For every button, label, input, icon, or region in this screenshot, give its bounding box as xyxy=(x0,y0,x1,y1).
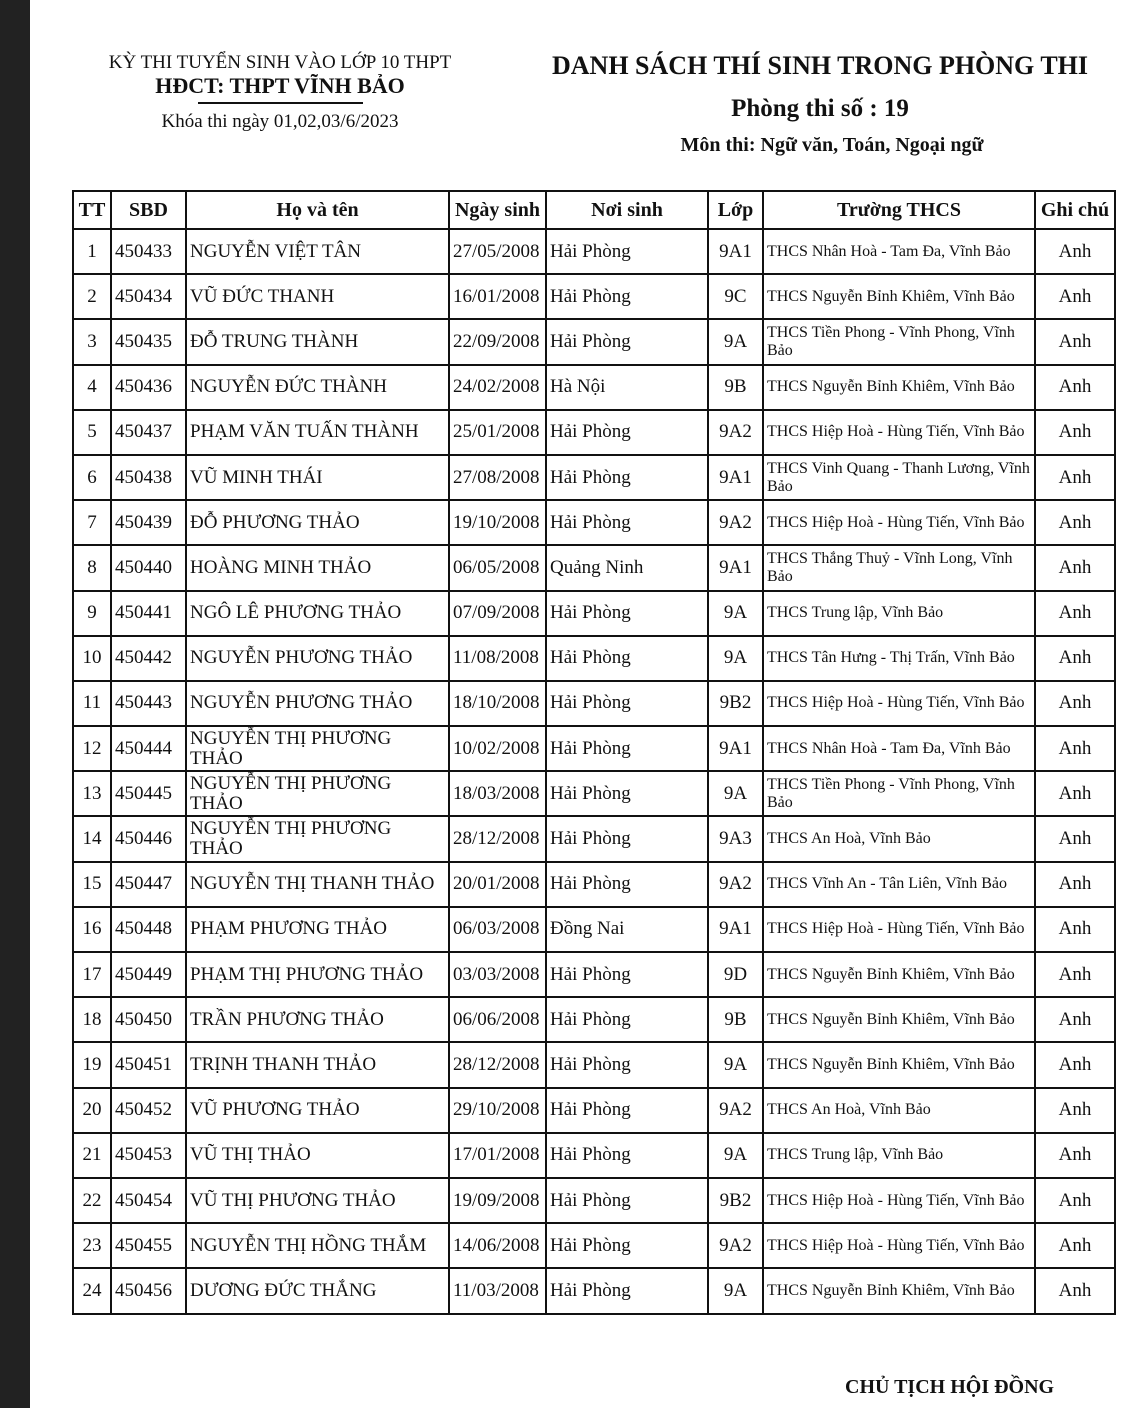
cell-class: 9A xyxy=(708,319,763,364)
cell-name: NGUYỄN THỊ THANH THẢO xyxy=(186,862,449,907)
cell-tt: 11 xyxy=(73,681,111,726)
cell-tt: 22 xyxy=(73,1178,111,1223)
cell-dob: 11/08/2008 xyxy=(449,636,546,681)
cell-sbd: 450449 xyxy=(111,952,186,997)
cell-tt: 15 xyxy=(73,862,111,907)
cell-sbd: 450446 xyxy=(111,816,186,861)
cell-dob: 27/08/2008 xyxy=(449,455,546,500)
cell-birthplace: Hải Phòng xyxy=(546,274,708,319)
cell-school: THCS An Hoà, Vĩnh Bảo xyxy=(763,816,1035,861)
cell-tt: 2 xyxy=(73,274,111,319)
cell-note: Anh xyxy=(1035,410,1115,455)
cell-birthplace: Hải Phòng xyxy=(546,681,708,726)
cell-birthplace: Hải Phòng xyxy=(546,1268,708,1313)
cell-note: Anh xyxy=(1035,455,1115,500)
cell-name: NGÔ LÊ PHƯƠNG THẢO xyxy=(186,591,449,636)
cell-sbd: 450454 xyxy=(111,1178,186,1223)
cell-dob: 20/01/2008 xyxy=(449,862,546,907)
cell-school: THCS Thắng Thuỷ - Vĩnh Long, Vĩnh Bảo xyxy=(763,545,1035,590)
cell-note: Anh xyxy=(1035,907,1115,952)
cell-school: THCS Vinh Quang - Thanh Lương, Vĩnh Bảo xyxy=(763,455,1035,500)
cell-class: 9A1 xyxy=(708,907,763,952)
cell-birthplace: Hải Phòng xyxy=(546,410,708,455)
cell-note: Anh xyxy=(1035,862,1115,907)
cell-school: THCS Nguyễn Bỉnh Khiêm, Vĩnh Bảo xyxy=(763,1042,1035,1087)
cell-class: 9A2 xyxy=(708,1223,763,1268)
cell-note: Anh xyxy=(1035,229,1115,274)
table-row xyxy=(73,365,1115,410)
table-body xyxy=(73,229,1115,1314)
table-row xyxy=(73,455,1115,500)
exam-dates: Khóa thi ngày 01,02,03/6/2023 xyxy=(161,111,399,132)
cell-name: VŨ THỊ PHƯƠNG THẢO xyxy=(186,1178,449,1223)
candidate-table xyxy=(72,190,1116,1315)
cell-note: Anh xyxy=(1035,365,1115,410)
cell-school: THCS Nguyễn Bỉnh Khiêm, Vĩnh Bảo xyxy=(763,1268,1035,1313)
cell-tt: 20 xyxy=(73,1088,111,1133)
exam-subjects: Môn thi: Ngữ văn, Toán, Ngoại ngữ xyxy=(680,134,984,156)
cell-class: 9A2 xyxy=(708,1088,763,1133)
header-underline xyxy=(198,102,363,104)
cell-class: 9B2 xyxy=(708,1178,763,1223)
cell-note: Anh xyxy=(1035,319,1115,364)
cell-note: Anh xyxy=(1035,636,1115,681)
cell-birthplace: Hải Phòng xyxy=(546,229,708,274)
cell-note: Anh xyxy=(1035,816,1115,861)
cell-school: THCS Nguyễn Bỉnh Khiêm, Vĩnh Bảo xyxy=(763,952,1035,997)
cell-class: 9B xyxy=(708,997,763,1042)
cell-tt: 4 xyxy=(73,365,111,410)
cell-dob: 10/02/2008 xyxy=(449,726,546,771)
cell-dob: 27/05/2008 xyxy=(449,229,546,274)
cell-birthplace: Hải Phòng xyxy=(546,726,708,771)
cell-class: 9B2 xyxy=(708,681,763,726)
cell-school: THCS Nhân Hoà - Tam Đa, Vĩnh Bảo xyxy=(763,229,1035,274)
cell-birthplace: Hải Phòng xyxy=(546,1088,708,1133)
cell-class: 9A2 xyxy=(708,410,763,455)
table-row xyxy=(73,319,1115,364)
cell-school: THCS Nguyễn Bỉnh Khiêm, Vĩnh Bảo xyxy=(763,997,1035,1042)
cell-school: THCS Trung lập, Vĩnh Bảo xyxy=(763,1133,1035,1178)
cell-school: THCS Hiệp Hoà - Hùng Tiến, Vĩnh Bảo xyxy=(763,681,1035,726)
cell-sbd: 450442 xyxy=(111,636,186,681)
cell-birthplace: Đồng Nai xyxy=(546,907,708,952)
cell-tt: 23 xyxy=(73,1223,111,1268)
cell-sbd: 450455 xyxy=(111,1223,186,1268)
cell-tt: 18 xyxy=(73,997,111,1042)
cell-birthplace: Hải Phòng xyxy=(546,816,708,861)
cell-school: THCS An Hoà, Vĩnh Bảo xyxy=(763,1088,1035,1133)
cell-dob: 11/03/2008 xyxy=(449,1268,546,1313)
table-row xyxy=(73,545,1115,590)
cell-class: 9A1 xyxy=(708,455,763,500)
cell-class: 9A xyxy=(708,591,763,636)
cell-dob: 03/03/2008 xyxy=(449,952,546,997)
cell-school: THCS Trung lập, Vĩnh Bảo xyxy=(763,591,1035,636)
table-row xyxy=(73,862,1115,907)
table-header-row xyxy=(73,191,1115,229)
cell-note: Anh xyxy=(1035,1268,1115,1313)
cell-tt: 21 xyxy=(73,1133,111,1178)
cell-class: 9A xyxy=(708,771,763,816)
cell-dob: 16/01/2008 xyxy=(449,274,546,319)
signature-title: CHỦ TỊCH HỘI ĐỒNG xyxy=(845,1376,1055,1398)
cell-name: TRẦN PHƯƠNG THẢO xyxy=(186,997,449,1042)
cell-name: NGUYỄN PHƯƠNG THẢO xyxy=(186,681,449,726)
cell-name: NGUYỄN PHƯƠNG THẢO xyxy=(186,636,449,681)
cell-birthplace: Hải Phòng xyxy=(546,1133,708,1178)
cell-tt: 5 xyxy=(73,410,111,455)
cell-birthplace: Quảng Ninh xyxy=(546,545,708,590)
cell-tt: 9 xyxy=(73,591,111,636)
cell-name: PHẠM PHƯƠNG THẢO xyxy=(186,907,449,952)
cell-tt: 16 xyxy=(73,907,111,952)
header-right xyxy=(520,50,1120,158)
cell-dob: 06/03/2008 xyxy=(449,907,546,952)
document-title: DANH SÁCH THÍ SINH TRONG PHÒNG THI xyxy=(552,51,1088,80)
cell-name: VŨ PHƯƠNG THẢO xyxy=(186,1088,449,1133)
table-row xyxy=(73,1178,1115,1223)
cell-class: 9A1 xyxy=(708,545,763,590)
cell-note: Anh xyxy=(1035,1088,1115,1133)
col-header-name: Họ và tên xyxy=(186,191,449,229)
table-row xyxy=(73,907,1115,952)
cell-note: Anh xyxy=(1035,726,1115,771)
cell-dob: 14/06/2008 xyxy=(449,1223,546,1268)
cell-school: THCS Nguyễn Bỉnh Khiêm, Vĩnh Bảo xyxy=(763,365,1035,410)
cell-dob: 06/05/2008 xyxy=(449,545,546,590)
cell-tt: 24 xyxy=(73,1268,111,1313)
table-row xyxy=(73,816,1115,861)
col-header-class: Lớp xyxy=(708,191,763,229)
cell-birthplace: Hải Phòng xyxy=(546,455,708,500)
cell-note: Anh xyxy=(1035,274,1115,319)
cell-birthplace: Hải Phòng xyxy=(546,1223,708,1268)
cell-dob: 28/12/2008 xyxy=(449,1042,546,1087)
cell-dob: 25/01/2008 xyxy=(449,410,546,455)
cell-dob: 19/09/2008 xyxy=(449,1178,546,1223)
cell-sbd: 450444 xyxy=(111,726,186,771)
table-row xyxy=(73,1133,1115,1178)
table-row xyxy=(73,771,1115,816)
table-row xyxy=(73,410,1115,455)
cell-school: THCS Hiệp Hoà - Hùng Tiến, Vĩnh Bảo xyxy=(763,1223,1035,1268)
col-header-birthplace: Nơi sinh xyxy=(546,191,708,229)
col-header-school: Trường THCS xyxy=(763,191,1035,229)
table-row xyxy=(73,726,1115,771)
cell-dob: 29/10/2008 xyxy=(449,1088,546,1133)
col-header-tt: TT xyxy=(73,191,111,229)
cell-class: 9C xyxy=(708,274,763,319)
table-row xyxy=(73,997,1115,1042)
table-row xyxy=(73,1042,1115,1087)
cell-class: 9A xyxy=(708,1268,763,1313)
cell-dob: 24/02/2008 xyxy=(449,365,546,410)
cell-name: NGUYỄN THỊ PHƯƠNG THẢO xyxy=(186,771,449,816)
cell-class: 9B xyxy=(708,365,763,410)
cell-sbd: 450448 xyxy=(111,907,186,952)
cell-name: VŨ ĐỨC THANH xyxy=(186,274,449,319)
cell-sbd: 450437 xyxy=(111,410,186,455)
cell-note: Anh xyxy=(1035,997,1115,1042)
table-row xyxy=(73,1223,1115,1268)
cell-dob: 07/09/2008 xyxy=(449,591,546,636)
cell-birthplace: Hải Phòng xyxy=(546,636,708,681)
cell-tt: 8 xyxy=(73,545,111,590)
cell-birthplace: Hà Nội xyxy=(546,365,708,410)
cell-sbd: 450452 xyxy=(111,1088,186,1133)
cell-class: 9A1 xyxy=(708,229,763,274)
cell-birthplace: Hải Phòng xyxy=(546,500,708,545)
cell-name: NGUYỄN THỊ HỒNG THẮM xyxy=(186,1223,449,1268)
cell-tt: 6 xyxy=(73,455,111,500)
cell-tt: 1 xyxy=(73,229,111,274)
cell-name: NGUYỄN THỊ PHƯƠNG THẢO xyxy=(186,816,449,861)
cell-name: VŨ THỊ THẢO xyxy=(186,1133,449,1178)
table-row xyxy=(73,591,1115,636)
cell-name: VŨ MINH THÁI xyxy=(186,455,449,500)
table-row xyxy=(73,1268,1115,1313)
table-row xyxy=(73,229,1115,274)
cell-name: NGUYỄN THỊ PHƯƠNG THẢO xyxy=(186,726,449,771)
cell-name: ĐỖ TRUNG THÀNH xyxy=(186,319,449,364)
cell-dob: 17/01/2008 xyxy=(449,1133,546,1178)
cell-school: THCS Tân Hưng - Thị Trấn, Vĩnh Bảo xyxy=(763,636,1035,681)
col-header-note: Ghi chú xyxy=(1035,191,1115,229)
cell-name: ĐỖ PHƯƠNG THẢO xyxy=(186,500,449,545)
cell-sbd: 450438 xyxy=(111,455,186,500)
cell-dob: 28/12/2008 xyxy=(449,816,546,861)
cell-sbd: 450441 xyxy=(111,591,186,636)
cell-class: 9A xyxy=(708,636,763,681)
cell-sbd: 450439 xyxy=(111,500,186,545)
cell-birthplace: Hải Phòng xyxy=(546,952,708,997)
council-name: HĐCT: THPT VĨNH BẢO xyxy=(155,73,405,98)
cell-name: DƯƠNG ĐỨC THẮNG xyxy=(186,1268,449,1313)
cell-birthplace: Hải Phòng xyxy=(546,591,708,636)
cell-class: 9A xyxy=(708,1133,763,1178)
cell-school: THCS Nguyễn Bỉnh Khiêm, Vĩnh Bảo xyxy=(763,274,1035,319)
cell-tt: 19 xyxy=(73,1042,111,1087)
cell-sbd: 450434 xyxy=(111,274,186,319)
cell-class: 9A2 xyxy=(708,500,763,545)
cell-note: Anh xyxy=(1035,1133,1115,1178)
cell-name: TRỊNH THANH THẢO xyxy=(186,1042,449,1087)
cell-sbd: 450435 xyxy=(111,319,186,364)
cell-note: Anh xyxy=(1035,1042,1115,1087)
cell-school: THCS Tiền Phong - Vĩnh Phong, Vĩnh Bảo xyxy=(763,319,1035,364)
cell-sbd: 450456 xyxy=(111,1268,186,1313)
cell-sbd: 450436 xyxy=(111,365,186,410)
cell-school: THCS Hiệp Hoà - Hùng Tiến, Vĩnh Bảo xyxy=(763,500,1035,545)
cell-school: THCS Vĩnh An - Tân Liên, Vĩnh Bảo xyxy=(763,862,1035,907)
table-row xyxy=(73,636,1115,681)
cell-school: THCS Tiền Phong - Vĩnh Phong, Vĩnh Bảo xyxy=(763,771,1035,816)
table-row xyxy=(73,952,1115,997)
cell-dob: 22/09/2008 xyxy=(449,319,546,364)
cell-school: THCS Hiệp Hoà - Hùng Tiến, Vĩnh Bảo xyxy=(763,1178,1035,1223)
table-row xyxy=(73,274,1115,319)
cell-tt: 17 xyxy=(73,952,111,997)
cell-note: Anh xyxy=(1035,591,1115,636)
cell-tt: 12 xyxy=(73,726,111,771)
cell-school: THCS Hiệp Hoà - Hùng Tiến, Vĩnh Bảo xyxy=(763,907,1035,952)
cell-birthplace: Hải Phòng xyxy=(546,862,708,907)
cell-birthplace: Hải Phòng xyxy=(546,319,708,364)
exam-name: KỲ THI TUYỂN SINH VÀO LỚP 10 THPT xyxy=(108,52,452,73)
table-row xyxy=(73,681,1115,726)
cell-birthplace: Hải Phòng xyxy=(546,997,708,1042)
cell-class: 9A1 xyxy=(708,726,763,771)
cell-note: Anh xyxy=(1035,1178,1115,1223)
col-header-dob: Ngày sinh xyxy=(449,191,546,229)
cell-name: PHẠM VĂN TUẤN THÀNH xyxy=(186,410,449,455)
cell-dob: 19/10/2008 xyxy=(449,500,546,545)
cell-birthplace: Hải Phòng xyxy=(546,1042,708,1087)
cell-sbd: 450443 xyxy=(111,681,186,726)
cell-sbd: 450445 xyxy=(111,771,186,816)
cell-sbd: 450433 xyxy=(111,229,186,274)
header-left xyxy=(70,52,490,133)
cell-class: 9A xyxy=(708,1042,763,1087)
cell-sbd: 450447 xyxy=(111,862,186,907)
cell-class: 9A2 xyxy=(708,862,763,907)
cell-note: Anh xyxy=(1035,681,1115,726)
cell-birthplace: Hải Phòng xyxy=(546,771,708,816)
cell-tt: 14 xyxy=(73,816,111,861)
cell-class: 9D xyxy=(708,952,763,997)
cell-tt: 10 xyxy=(73,636,111,681)
cell-note: Anh xyxy=(1035,545,1115,590)
cell-dob: 18/03/2008 xyxy=(449,771,546,816)
cell-name: HOÀNG MINH THẢO xyxy=(186,545,449,590)
cell-sbd: 450451 xyxy=(111,1042,186,1087)
cell-dob: 06/06/2008 xyxy=(449,997,546,1042)
cell-sbd: 450450 xyxy=(111,997,186,1042)
cell-school: THCS Nhân Hoà - Tam Đa, Vĩnh Bảo xyxy=(763,726,1035,771)
cell-name: NGUYỄN VIỆT TÂN xyxy=(186,229,449,274)
cell-note: Anh xyxy=(1035,771,1115,816)
cell-sbd: 450453 xyxy=(111,1133,186,1178)
cell-tt: 7 xyxy=(73,500,111,545)
cell-tt: 13 xyxy=(73,771,111,816)
cell-sbd: 450440 xyxy=(111,545,186,590)
cell-name: PHẠM THỊ PHƯƠNG THẢO xyxy=(186,952,449,997)
cell-tt: 3 xyxy=(73,319,111,364)
cell-name: NGUYỄN ĐỨC THÀNH xyxy=(186,365,449,410)
table-row xyxy=(73,1088,1115,1133)
table-row xyxy=(73,500,1115,545)
cell-school: THCS Hiệp Hoà - Hùng Tiến, Vĩnh Bảo xyxy=(763,410,1035,455)
room-number: Phòng thi số : 19 xyxy=(731,95,909,122)
cell-note: Anh xyxy=(1035,1223,1115,1268)
cell-note: Anh xyxy=(1035,500,1115,545)
cell-birthplace: Hải Phòng xyxy=(546,1178,708,1223)
col-header-sbd: SBD xyxy=(111,191,186,229)
cell-dob: 18/10/2008 xyxy=(449,681,546,726)
cell-class: 9A3 xyxy=(708,816,763,861)
viewer-left-edge xyxy=(0,0,30,1408)
cell-note: Anh xyxy=(1035,952,1115,997)
